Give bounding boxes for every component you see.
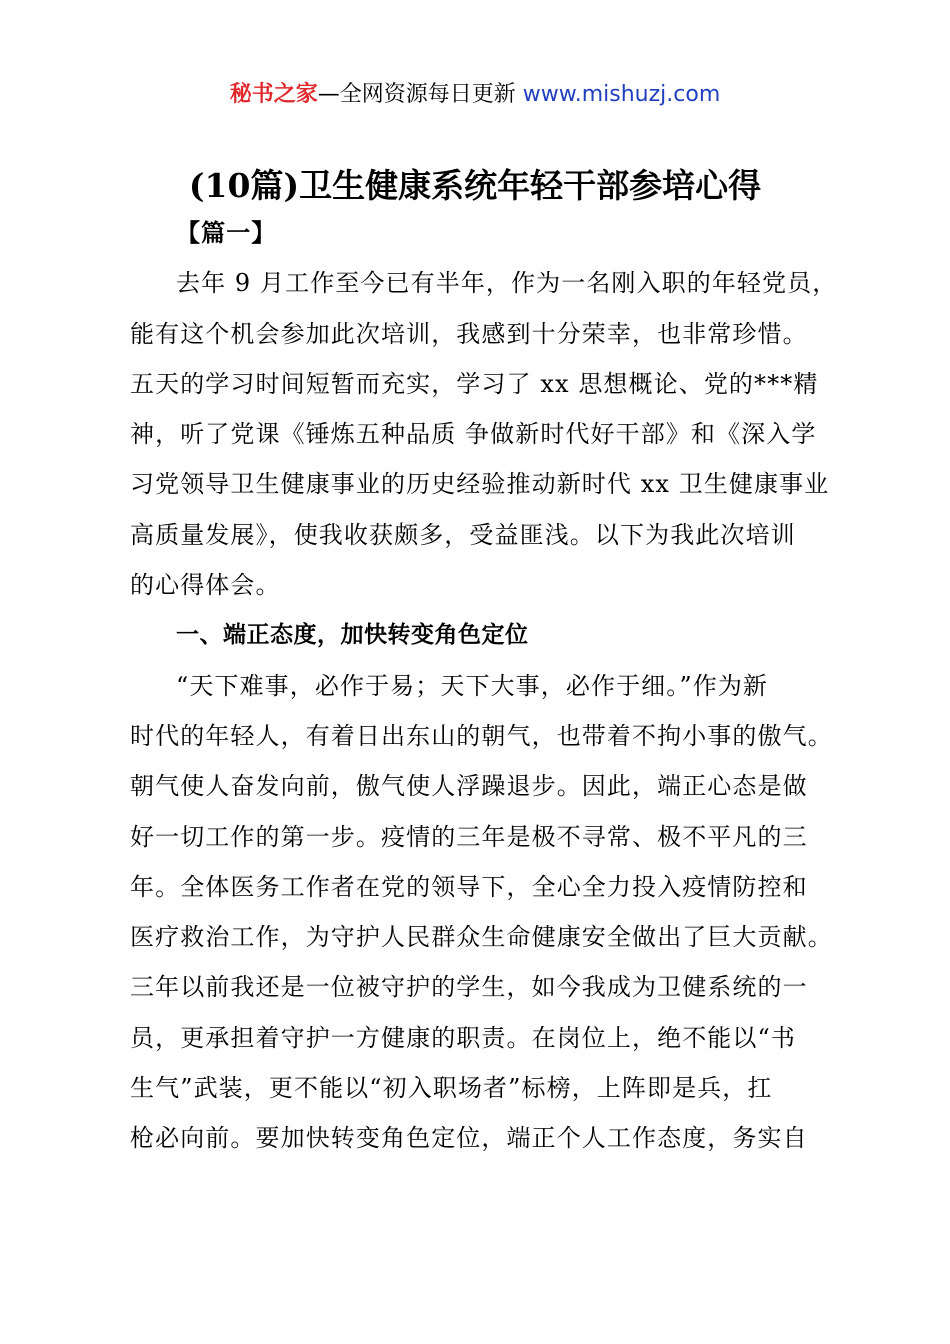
site-banner bbox=[0, 78, 950, 112]
paragraph-line: 时代的年轻人，有着日出东山的朝气，也带着不拘小事的傲气。 bbox=[130, 721, 833, 750]
paragraph-line: “天下难事，必作于易；天下大事，必作于细。”作为新 bbox=[176, 671, 769, 700]
site-url-link[interactable]: www.mishuzj.com bbox=[522, 82, 721, 107]
document-title: (10篇)卫生健康系统年轻干部参培心得 bbox=[188, 166, 762, 205]
document-body bbox=[130, 208, 838, 1164]
site-slogan: —全网资源每日更新 bbox=[317, 82, 523, 107]
paragraph-line: 朝气使人奋发向前，傲气使人浮躁退步。因此，端正心态是做 bbox=[130, 772, 808, 801]
paragraph-line: 的心得体会。 bbox=[130, 571, 281, 600]
paragraph-line: 好一切工作的第一步。疫情的三年是极不寻常、极不平凡的三 bbox=[130, 822, 808, 851]
paragraph-2 bbox=[130, 661, 838, 1164]
paragraph-line: 枪必向前。要加快转变角色定位，端正个人工作态度，务实自 bbox=[130, 1124, 808, 1153]
paragraph-line: 医疗救治工作，为守护人民群众生命健康安全做出了巨大贡献。 bbox=[130, 923, 833, 952]
paragraph-line: 去年 9 月工作至今已有半年，作为一名刚入职的年轻党员， bbox=[176, 269, 838, 298]
paragraph-line: 能有这个机会参加此次培训，我感到十分荣幸，也非常珍惜。 bbox=[130, 319, 808, 348]
paragraph-line: 年。全体医务工作者在党的领导下，全心全力投入疫情防控和 bbox=[130, 872, 808, 901]
paragraph-line: 三年以前我还是一位被守护的学生，如今我成为卫健系统的一 bbox=[130, 973, 808, 1002]
site-brand: 秘书之家 bbox=[229, 82, 318, 107]
paragraph-line: 员，更承担着守护一方健康的职责。在岗位上，绝不能以“书 bbox=[130, 1023, 796, 1052]
section-heading: 一、端正态度，加快转变角色定位 bbox=[176, 622, 529, 649]
section-label: 【篇一】 bbox=[176, 218, 277, 247]
paragraph-line: 生气”武装，更不能以“初入职场者”标榜，上阵即是兵，扛 bbox=[130, 1074, 773, 1103]
paragraph-line: 高质量发展》，使我收获颇多，受益匪浅。以下为我此次培训 bbox=[130, 520, 796, 549]
paragraph-line: 习党领导卫生健康事业的历史经验推动新时代 xx 卫生健康事业 bbox=[130, 470, 830, 499]
paragraph-line: 五天的学习时间短暂而充实，学习了 xx 思想概论、党的***精 bbox=[130, 369, 819, 398]
paragraph-line: 神，听了党课《锤炼五种品质 争做新时代好干部》和《深入学 bbox=[130, 420, 817, 449]
paragraph-1 bbox=[130, 258, 838, 610]
